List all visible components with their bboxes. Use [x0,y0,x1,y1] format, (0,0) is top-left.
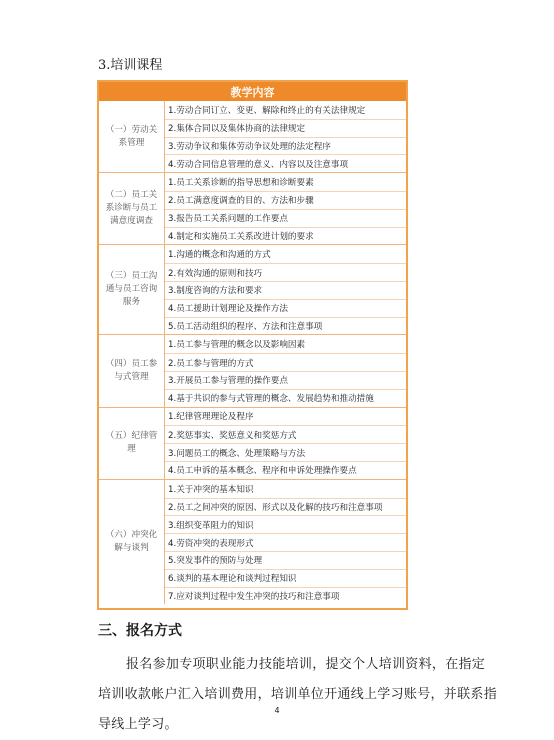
content-item: 3.开展员工参与管理的操作要点 [165,371,406,389]
content-item: 4.员工申诉的基本概念、程序和申诉处理操作要点 [165,461,406,479]
table-row [99,479,406,605]
content-item: 5.突发事件的预防与处理 [165,551,406,569]
content-item: 3.报告员工关系问题的工作要点 [165,209,406,227]
content-item: 4.员工援助计划理论及操作方法 [165,299,406,317]
content-item: 1.关于冲突的基本知识 [168,484,254,495]
content-item: 1.纪律管理理论及程序 [168,412,254,423]
content-item: 6.谈判的基本理论和谈判过程知识 [165,569,406,587]
signup-paragraph-text: 报名参加专项职业能力技能培训，提交个人培训资料，在指定培训收款帐户汇入培训费用，培训单位开通线上学习账号，并联系指导线上学习。 [98,657,498,732]
content-item: 3.问题员工的概念、处理策略与方法 [165,443,406,461]
content-item: 3.劳动争议和集体劳动争议处理的法定程序 [165,137,406,155]
content-item: 3.组织变革阻力的知识 [165,515,406,533]
table-header: 教学内容 [99,82,406,101]
row-category: （五）纪律管理 [99,408,165,479]
content-item: 2.奖惩事实、奖惩意义和奖惩方式 [165,425,406,443]
content-item: 4.劳资冲突的表现形式 [165,533,406,551]
row-items [165,101,406,172]
table-row [99,407,406,479]
table-row [99,172,406,244]
content-item: 2.员工满意度调查的目的、方法和步骤 [165,191,406,209]
page-number: 4 [274,706,280,715]
content-item: 4.劳动合同信息管理的意义、内容以及注意事项 [165,154,406,172]
content-item: 1.员工参与管理的概念以及影响因素 [168,340,306,351]
table-row [99,244,406,334]
table-row [99,101,406,172]
content-item: 4.基于共识的参与式管理的概念、发展趋势和推动措施 [165,389,406,407]
row-category: （四）员工参与式管理 [99,335,165,406]
section-title-signup-method: 三、报名方式 [98,623,182,639]
content-item: 3.制度咨询的方法和要求 [165,281,406,299]
row-category: （六）冲突化解与谈判 [99,480,165,605]
content-item: 7.应对谈判过程中发生冲突的技巧和注意事项 [165,587,406,605]
content-item: 1.沟通的概念和沟通的方式 [168,250,271,261]
content-item: 5.员工活动组织的程序、方法和注意事项 [165,317,406,335]
table-rows [99,101,406,604]
signup-paragraph [98,650,498,740]
row-items [165,245,406,334]
row-category: （三）员工沟通与员工咨询服务 [99,245,165,334]
row-items [165,480,406,605]
table-row [99,334,406,406]
row-category: （二）员工关系诊断与员工满意度调查 [99,173,165,244]
row-items [165,173,406,244]
content-item: 2.有效沟通的原则和技巧 [165,263,406,281]
content-item: 2.员工之间冲突的原因、形式以及化解的技巧和注意事项 [165,498,406,516]
row-category: （一）劳动关系管理 [99,101,165,172]
content-item: 2.集体合同以及集体协商的法律规定 [165,119,406,137]
row-items [165,408,406,479]
content-item: 2.员工参与管理的方式 [165,353,406,371]
content-item: 1.劳动合同订立、变更、解除和终止的有关法律规定 [168,105,366,116]
row-items [165,335,406,406]
section-title-training-courses: 3.培训课程 [98,58,163,73]
content-item: 4.制定和实施员工关系改进计划的要求 [165,227,406,245]
content-item: 1.员工关系诊断的指导思想和诊断要素 [168,178,314,189]
course-content-table [97,80,408,610]
